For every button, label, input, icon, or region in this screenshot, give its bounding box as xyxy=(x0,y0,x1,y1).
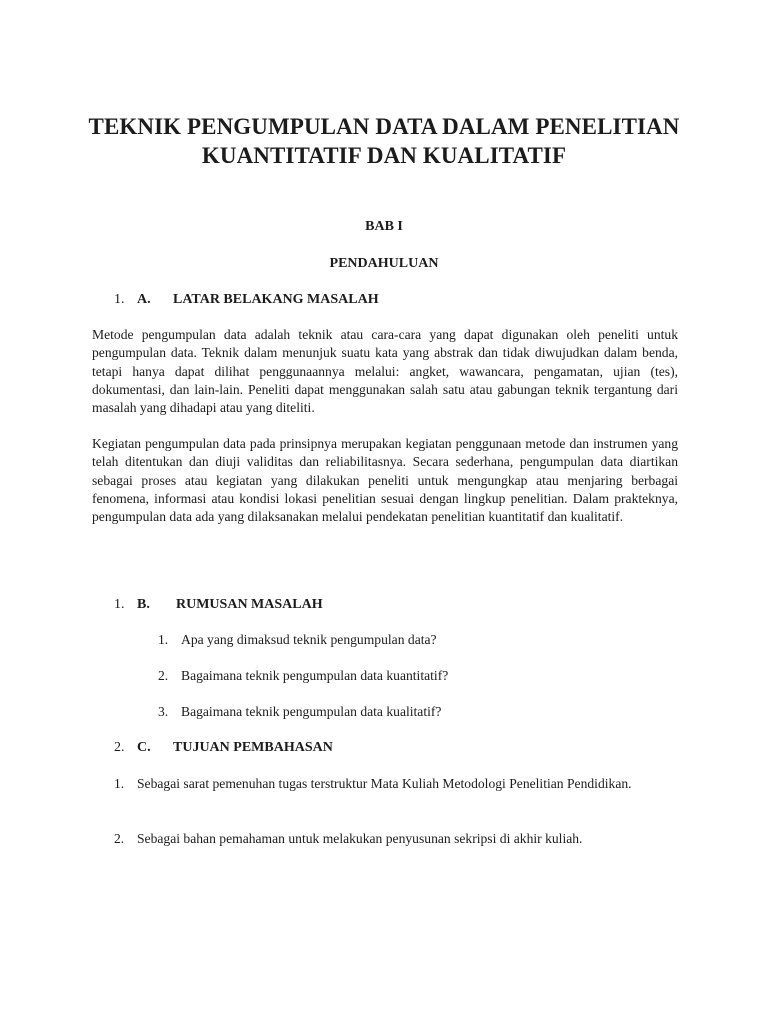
goal-item-number: 1. xyxy=(114,776,125,791)
section-c-letter: C. xyxy=(137,740,151,755)
section-c-title: TUJUAN PEMBAHASAN xyxy=(173,740,333,755)
section-a-title: LATAR BELAKANG MASALAH xyxy=(173,292,379,307)
section-b-title: RUMUSAN MASALAH xyxy=(176,597,323,612)
section-b-number: 1. xyxy=(114,597,125,612)
problem-item-text: Bagaimana teknik pengumpulan data kualitatif? xyxy=(181,704,442,719)
section-a-number: 1. xyxy=(114,292,125,307)
goal-item-text: Sebagai bahan pemahaman untuk melakukan penyusunan sekripsi di akhir kuliah. xyxy=(137,831,583,846)
problem-item-number: 2. xyxy=(158,668,169,683)
section-a-letter: A. xyxy=(137,292,151,307)
section-c-number: 2. xyxy=(114,740,125,755)
background-paragraph-2: Kegiatan pengumpulan data pada prinsipnya merupakan kegiatan penggunaan metode dan instrumen yang telah ditentukan dan diuji validitas dan reliabilitasnya. Secara sederhana, pengumpulan data diartikan sebagai proses atau kegiatan yang dilakukan peneliti untuk mengungkap atau menjaring berbagai fenomena, informasi atau kondisi lokasi penelitian sesuai dengan lingkup penelitian. Dalam prakteknya, pengumpulan data ada yang dilaksanakan melalui pendekatan penelitian kuantitatif dan kualitatif. xyxy=(92,436,678,525)
problem-item-text: Bagaimana teknik pengumpulan data kuantitatif? xyxy=(181,668,449,683)
goal-item xyxy=(114,830,678,848)
section-b-letter: B. xyxy=(137,597,150,612)
document-title xyxy=(60,112,708,170)
problem-item-text: Apa yang dimaksud teknik pengumpulan data? xyxy=(181,632,437,647)
goal-item-number: 2. xyxy=(114,831,125,846)
problem-item-number: 1. xyxy=(158,632,169,647)
problem-item-number: 3. xyxy=(158,704,169,719)
title-line-2: KUANTITATIF DAN KUALITATIF xyxy=(201,143,567,168)
chapter-number: BAB I xyxy=(365,219,403,234)
background-paragraph-1: Metode pengumpulan data adalah teknik atau cara-cara yang dapat digunakan oleh peneliti untuk pengumpulan data. Teknik dalam menunjuk suatu kata yang abstrak dan tidak diwujudkan dalam benda, tetapi hanya dapat dilihat penggunaannya melalui: angket, wawancara, pengamatan, ujian (tes), dokumentasi, dan lain-lain. Peneliti dapat menggunakan salah satu atau gabungan teknik tergantung dari masalah yang dihadapi atau yang diteliti. xyxy=(92,327,678,416)
chapter-title: PENDAHULUAN xyxy=(329,256,439,271)
title-line-1: TEKNIK PENGUMPULAN DATA DALAM PENELITIAN xyxy=(88,114,680,139)
goal-item xyxy=(114,775,678,793)
goal-item-text: Sebagai sarat pemenuhan tugas terstruktur Mata Kuliah Metodologi Penelitian Pendidikan. xyxy=(137,776,632,791)
